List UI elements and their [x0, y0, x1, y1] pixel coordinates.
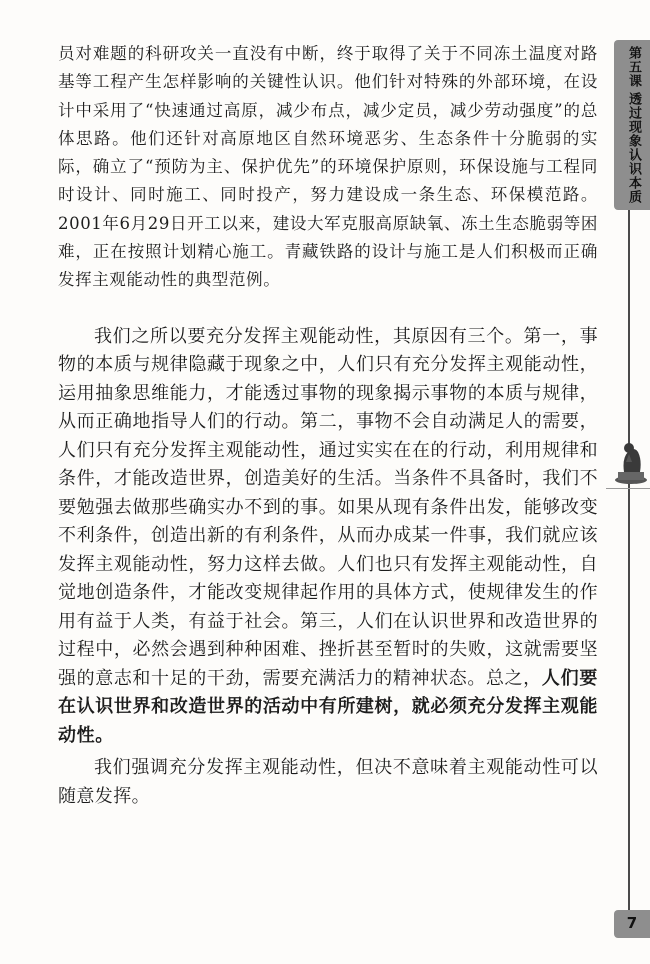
- main-paragraph: [58, 323, 598, 751]
- intro-paragraph: 员对难题的科研攻关一直没有中断，终于取得了关于不同冻土温度对路基等工程产生怎样影响的关键性认识。他们针对特殊的外部环境，在设计中采用了“快速通过高原，减少布点，减少定员，减少劳动强度”的总体思路。他们还针对高原地区自然环境恶劣、生态条件十分脆弱的实际，确立了“预防为主、保护优先”的环境保护原则，环保设施与工程同时设计、同时施工、同时投产，努力建设成一条生态、环保模范路。2001年6月29日开工以来，建设大军克服高原缺氧、冻土生态脆弱等困难，正在按照计划精心施工。青藏铁路的设计与施工是人们积极而正确发挥主观能动性的典型范例。: [58, 44, 598, 290]
- lesson-title: 透过现象认识本质: [626, 92, 641, 204]
- body-text: [58, 40, 598, 811]
- page-number: 7: [626, 914, 638, 932]
- key-conclusion: 人们要在认识世界和改造世界的活动中有所建树，就必须充分发挥主观能动性。: [58, 667, 598, 746]
- page-number-tab: [614, 910, 650, 938]
- main-paragraph-text: 我们之所以要充分发挥主观能动性，其原因有三个。第一，事物的本质与规律隐藏于现象之中，人们只有充分发挥主观能动性，运用抽象思维能力，才能透过事物的现象揭示事物的本质与规律，从而正确地指导人们的行动。第二，事物不会自动满足人的需要，人们只有充分发挥主观能动性，通过实实在在的行动，利用规律和条件，才能改造世界，创造美好的生活。当条件不具备时，我们不要勉强去做那些确实办不到的事。如果从现有条件出发，能够改变不利条件，创造出新的有利条件，从而办成某一件事，我们就应该发挥主观能动性，努力这样去做。人们也只有发挥主观能动性，自觉地创造条件，才能改变规律起作用的具体方式，使规律发生的作用有益于人类，有益于社会。第三，人们在认识世界和改造世界的过程中，必然会遇到种种困难、挫折甚至暂时的失败，这就需要坚强的意志和十足的干劲，需要充满活力的精神状态。总之，: [58, 325, 598, 689]
- last-paragraph: 我们强调充分发挥主观能动性，但决不意味着主观能动性可以随意发挥。: [58, 757, 598, 807]
- lesson-label: 第五课: [626, 46, 641, 88]
- thinker-statue-icon: [612, 436, 650, 486]
- thinker-underline: [606, 488, 650, 489]
- chapter-tab: [614, 40, 650, 210]
